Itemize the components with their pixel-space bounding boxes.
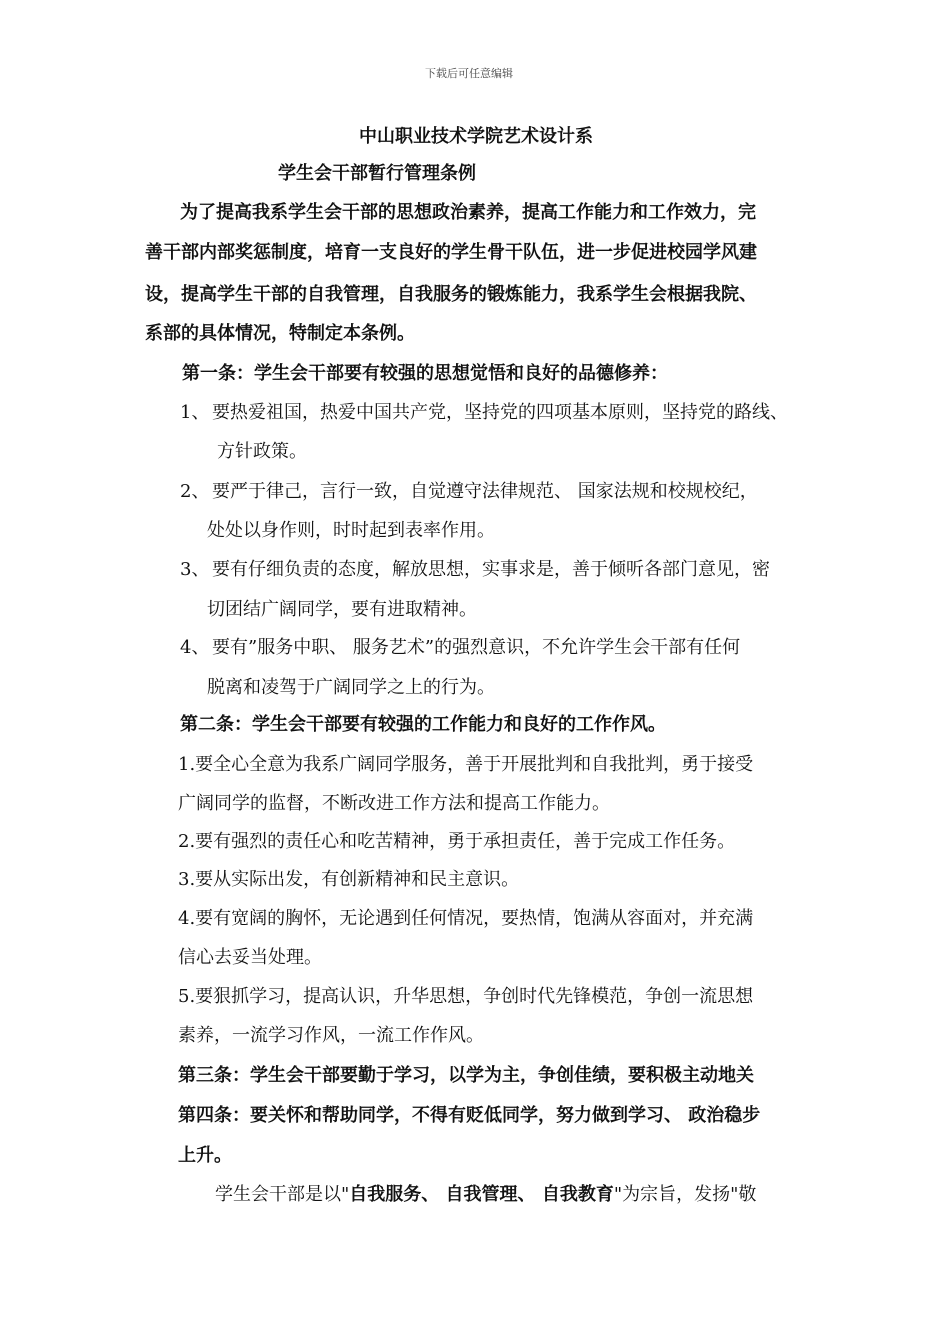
- article4-line-1: 第四条：要关怀和帮助同学，不得有贬低同学，努力做到学习、 政治稳步: [178, 1105, 761, 1126]
- article1-item-4-num: 4、: [180, 637, 210, 658]
- article1-item-1-text: 要热爱祖国，热爱中国共产党，坚持党的四项基本原则，坚持党的路线、: [212, 402, 788, 423]
- article1-item-3-cont: 切团结广阔同学，要有进取精神。: [207, 599, 477, 620]
- article1-item-2-cont: 处处以身作则，时时起到表率作用。: [207, 520, 495, 541]
- intro-line-4: 系部的具体情况，特制定本条例。: [145, 323, 415, 344]
- closing-line: [215, 1183, 756, 1207]
- closing-pre: 学生会干部是以": [215, 1184, 350, 1205]
- article1-item-2-text: 要严于律己，言行一致，自觉遵守法律规范、 国家法规和校规校纪，: [212, 481, 758, 502]
- document-subtitle: 学生会干部暂行管理条例: [278, 163, 476, 184]
- intro-line-1: 为了提高我系学生会干部的思想政治素养，提高工作能力和工作效力，完: [180, 202, 756, 223]
- article2-line-1: 1.要全心全意为我系广阔同学服务，善于开展批判和自我批判，勇于接受: [178, 754, 754, 775]
- article1-item-4-cont: 脱离和凌驾于广阔同学之上的行为。: [207, 677, 495, 698]
- article1-item-3-text: 要有仔细负责的态度，解放思想，实事求是，善于倾听各部门意见，密: [212, 559, 770, 580]
- article3-heading: 第三条：学生会干部要勤于学习，以学为主，争创佳绩，要积极主动地关: [178, 1065, 754, 1086]
- closing-bold: 自我服务、 自我管理、 自我教育: [349, 1184, 614, 1205]
- closing-post: "为宗旨，发扬"敬: [613, 1184, 757, 1205]
- article1-item-1-cont: 方针政策。: [217, 441, 307, 462]
- article1-item-3-num: 3、: [180, 559, 210, 580]
- article2-line-5: 4.要有宽阔的胸怀，无论遇到任何情况，要热情，饱满从容面对，并充满: [178, 908, 754, 929]
- article1-heading: 第一条：学生会干部要有较强的思想觉悟和良好的品德修养：: [182, 363, 668, 384]
- article1-item-2-num: 2、: [180, 481, 210, 502]
- document-title: 中山职业技术学院艺术设计系: [359, 126, 593, 147]
- article2-line-3: 2.要有强烈的责任心和吃苦精神，勇于承担责任，善于完成工作任务。: [178, 831, 736, 852]
- intro-line-2: 善干部内部奖惩制度，培育一支良好的学生骨干队伍，进一步促进校园学风建: [145, 242, 757, 263]
- article2-line-8: 素养，一流学习作风，一流工作作风。: [178, 1025, 484, 1046]
- article2-line-4: 3.要从实际出发，有创新精神和民主意识。: [178, 869, 520, 890]
- article4-line-2: 上升。: [178, 1145, 232, 1166]
- article2-line-7: 5.要狠抓学习，提高认识，升华思想，争创时代先锋模范，争创一流思想: [178, 986, 754, 1007]
- article2-heading: 第二条：学生会干部要有较强的工作能力和良好的工作作风。: [180, 714, 666, 735]
- intro-line-3: 设，提高学生干部的自我管理，自我服务的锻炼能力，我系学生会根据我院、: [145, 284, 757, 305]
- article1-item-1-num: 1、: [180, 402, 210, 423]
- article2-line-6: 信心去妥当处理。: [178, 947, 322, 968]
- article1-item-4-text: 要有”服务中职、 服务艺术”的强烈意识，不允许学生会干部有任何: [212, 637, 741, 658]
- download-note: 下载后可任意编辑: [425, 67, 513, 80]
- article2-line-2: 广阔同学的监督，不断改进工作方法和提高工作能力。: [178, 793, 610, 814]
